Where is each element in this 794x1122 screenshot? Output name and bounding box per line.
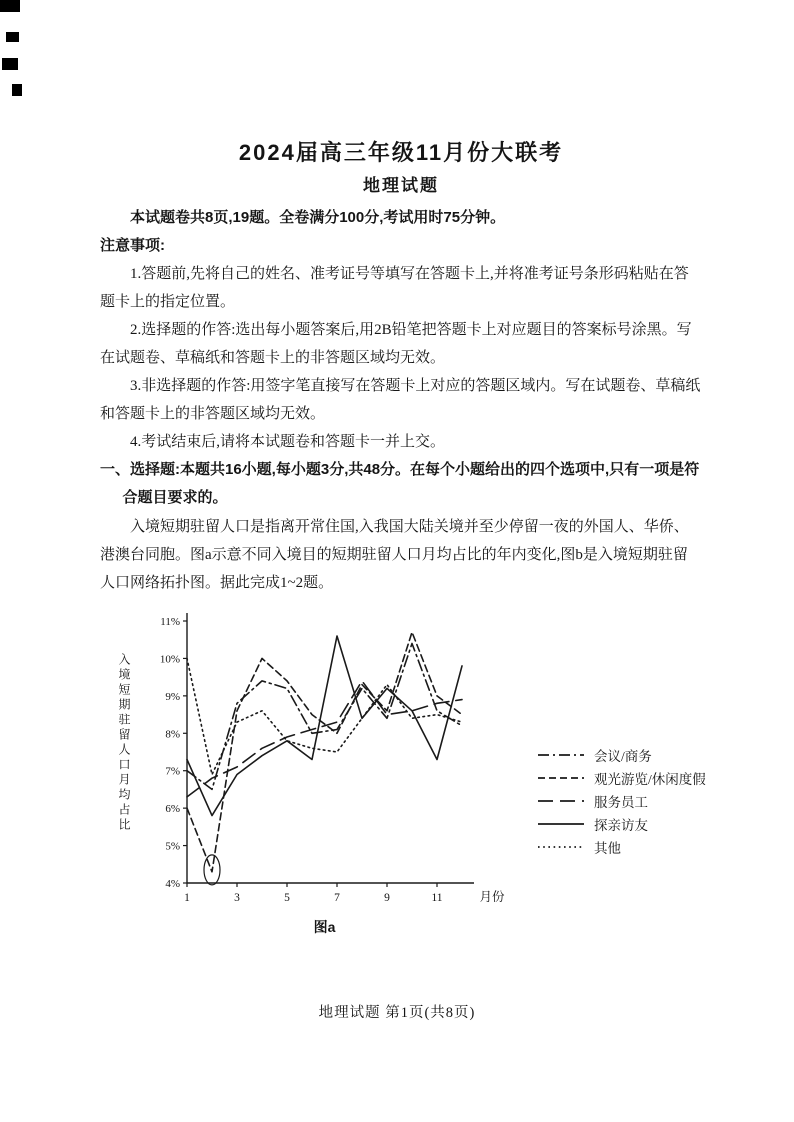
legend-line-sample xyxy=(537,771,585,785)
x-tick-label: 7 xyxy=(334,891,340,904)
legend-item xyxy=(537,743,706,766)
figure-a xyxy=(100,607,706,937)
figure-caption: 图a xyxy=(313,918,336,935)
series-line xyxy=(187,643,462,789)
legend-item xyxy=(537,766,706,789)
y-tick-label: 8% xyxy=(165,727,180,740)
legend-label: 服务员工 xyxy=(594,794,648,810)
y-tick-label: 7% xyxy=(165,765,180,778)
legend-line-sample xyxy=(537,748,585,762)
note-2: 2.选择题的作答:选出每小题答案后,用2B铅笔把答题卡上对应题目的答案标号涂黑。写在试题卷、草稿纸和答题卡上的非答题区域均无效。 xyxy=(100,322,692,367)
notes-heading: 注意事项: xyxy=(100,237,165,255)
y-tick-label: 4% xyxy=(165,877,180,890)
scan-artifact xyxy=(2,58,18,70)
y-tick-label: 9% xyxy=(165,690,180,703)
legend-label: 探亲访友 xyxy=(594,817,648,833)
scan-artifact xyxy=(12,84,22,96)
x-axis-label: 月份 xyxy=(479,889,505,904)
y-tick-label: 11% xyxy=(160,615,180,628)
scan-artifact xyxy=(0,0,20,12)
chart-legend xyxy=(537,743,706,858)
x-tick-label: 5 xyxy=(284,891,290,904)
y-tick-label: 10% xyxy=(159,653,180,666)
page-title: 2024届高三年级11月份大联考 xyxy=(238,140,564,165)
question-intro: 入境短期驻留人口是指离开常住国,入我国大陆关境并至少停留一夜的外国人、华侨、港澳台同胞。图a示意不同入境目的短期驻留人口月均占比的年内变化,图b是入境短期驻留人口网络拓扑图。据此完成1~2题。 xyxy=(100,518,689,591)
legend-item xyxy=(537,812,706,835)
x-tick-label: 3 xyxy=(234,891,240,904)
legend-line-sample xyxy=(537,817,585,831)
y-tick-label: 6% xyxy=(165,802,180,815)
page-footer: 地理试题 第1页(共8页) xyxy=(318,1005,476,1021)
legend-item xyxy=(537,789,706,812)
note-3: 3.非选择题的作答:用签字笔直接写在答题卡上对应的答题区域内。写在试题卷、草稿纸和答题卡上的非答题区域均无效。 xyxy=(100,378,701,423)
page-subtitle: 地理试题 xyxy=(363,176,439,195)
y-axis-label: 入境短期驻留人口月均占比 xyxy=(117,652,131,833)
series-line xyxy=(187,658,462,774)
scan-artifact xyxy=(6,32,19,42)
legend-label: 观光游览/休闲度假 xyxy=(594,771,706,787)
chart-wrap xyxy=(116,607,706,937)
x-tick-label: 11 xyxy=(431,891,443,904)
section-heading: 一、选择题:本题共16小题,每小题3分,共48分。在每个小题给出的四个选项中,只有一项是符合题目要求的。 xyxy=(100,461,700,507)
legend-item xyxy=(537,835,706,858)
x-tick-label: 1 xyxy=(184,891,190,904)
legend-label: 其他 xyxy=(594,840,621,856)
note-1: 1.答题前,先将自己的姓名、准考证号等填写在答题卡上,并将准考证号条形码粘贴在答题卡上的指定位置。 xyxy=(100,266,689,311)
legend-label: 会议/商务 xyxy=(594,748,652,764)
note-4: 4.考试结束后,请将本试题卷和答题卡一并上交。 xyxy=(130,434,446,451)
y-tick-label: 5% xyxy=(165,840,180,853)
exam-info: 本试题卷共8页,19题。全卷满分100分,考试用时75分钟。 xyxy=(130,209,506,226)
legend-line-sample xyxy=(537,794,585,808)
chart-column xyxy=(132,607,527,937)
legend-line-sample xyxy=(537,840,585,854)
line-chart xyxy=(132,607,527,919)
x-tick-label: 9 xyxy=(384,891,390,904)
